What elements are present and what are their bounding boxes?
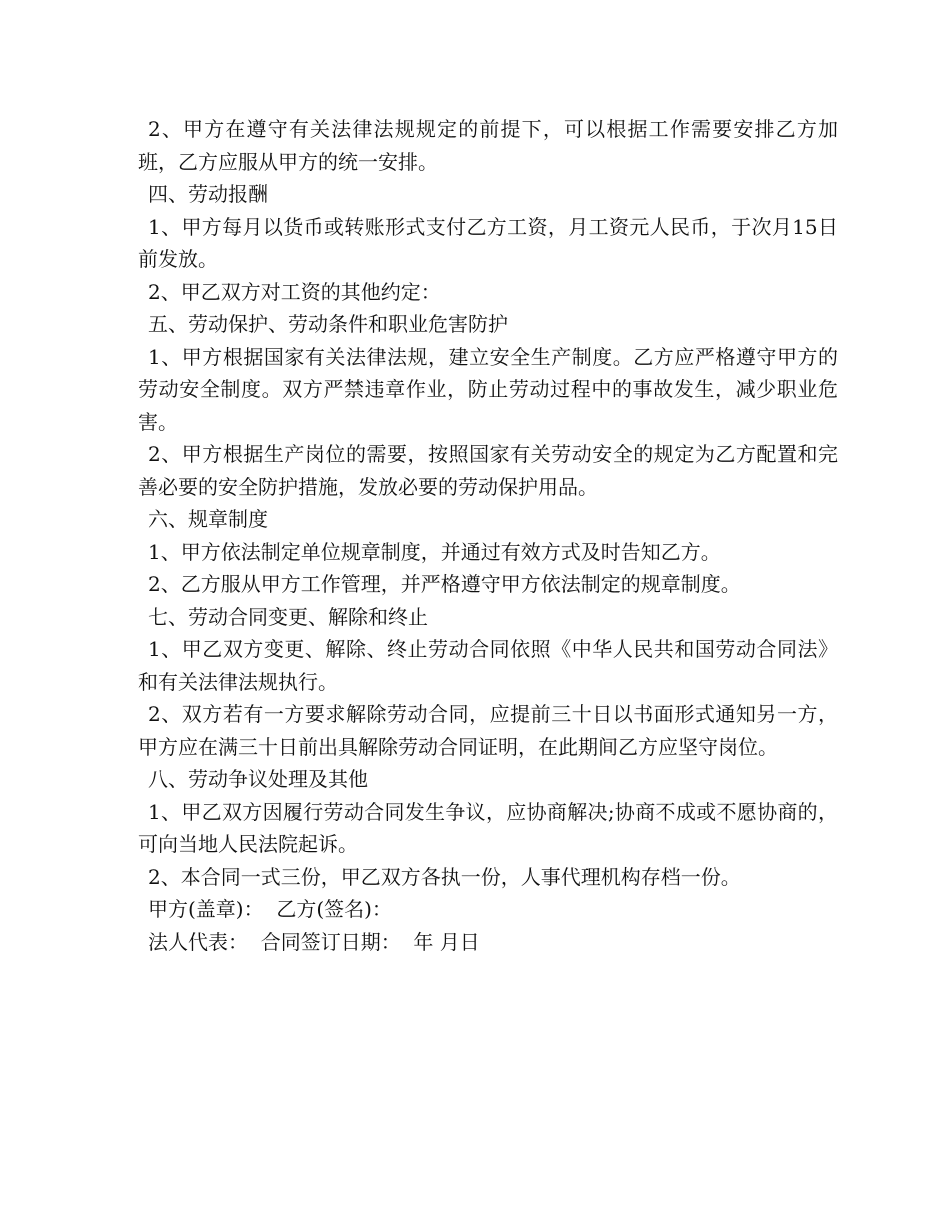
clause-copies: 2、本合同一式三份，甲乙双方各执一份，人事代理机构存档一份。 [148, 864, 741, 889]
document-body [138, 113, 838, 958]
clause-salary-payment: 1、甲方每月以货币或转账形式支付乙方工资，月工资元人民币，于次月15日前发放。 [138, 214, 838, 271]
clause-rules-notice: 1、甲方依法制定单位规章制度，并通过有效方式及时告知乙方。 [148, 539, 721, 564]
section-heading-rules: 六、规章制度 [148, 507, 268, 531]
section-heading-remuneration: 四、劳动报酬 [148, 182, 268, 206]
clause-termination-law: 1、甲乙双方变更、解除、终止劳动合同依照《中华人民共和国劳动合同法》和有关法律法规执行。 [138, 637, 838, 694]
clause-protective-equipment: 2、甲方根据生产岗位的需要，按照国家有关劳动安全的规定为乙方配置和完善必要的安全防护措施，发放必要的劳动保护用品。 [138, 442, 838, 499]
section-heading-disputes: 八、劳动争议处理及其他 [148, 767, 368, 791]
clause-overtime: 2、甲方在遵守有关法律法规规定的前提下，可以根据工作需要安排乙方加班，乙方应服从甲方的统一安排。 [138, 117, 838, 174]
clause-dispute-resolution: 1、甲乙双方因履行劳动合同发生争议，应协商解决;协商不成或不愿协商的，可向当地人民法院起诉。 [138, 799, 838, 856]
section-heading-protection: 五、劳动保护、劳动条件和职业危害防护 [148, 312, 508, 336]
clause-safety-system: 1、甲方根据国家有关法律法规，建立安全生产制度。乙方应严格遵守甲方的劳动安全制度。双方严禁违章作业，防止劳动过程中的事故发生，减少职业危害。 [138, 344, 838, 434]
clause-salary-other: 2、甲乙双方对工资的其他约定： [148, 279, 441, 304]
signature-line-parties: 甲方(盖章)： 乙方(签名)： [148, 897, 392, 921]
clause-termination-notice: 2、双方若有一方要求解除劳动合同，应提前三十日以书面形式通知另一方，甲方应在满三十日前出具解除劳动合同证明，在此期间乙方应坚守岗位。 [138, 702, 838, 759]
section-heading-termination: 七、劳动合同变更、解除和终止 [148, 604, 428, 629]
signature-line-representative: 法人代表： 合同签订日期： 年 月日 [148, 929, 480, 954]
clause-rules-compliance: 2、乙方服从甲方工作管理，并严格遵守甲方依法制定的规章制度。 [148, 572, 741, 596]
